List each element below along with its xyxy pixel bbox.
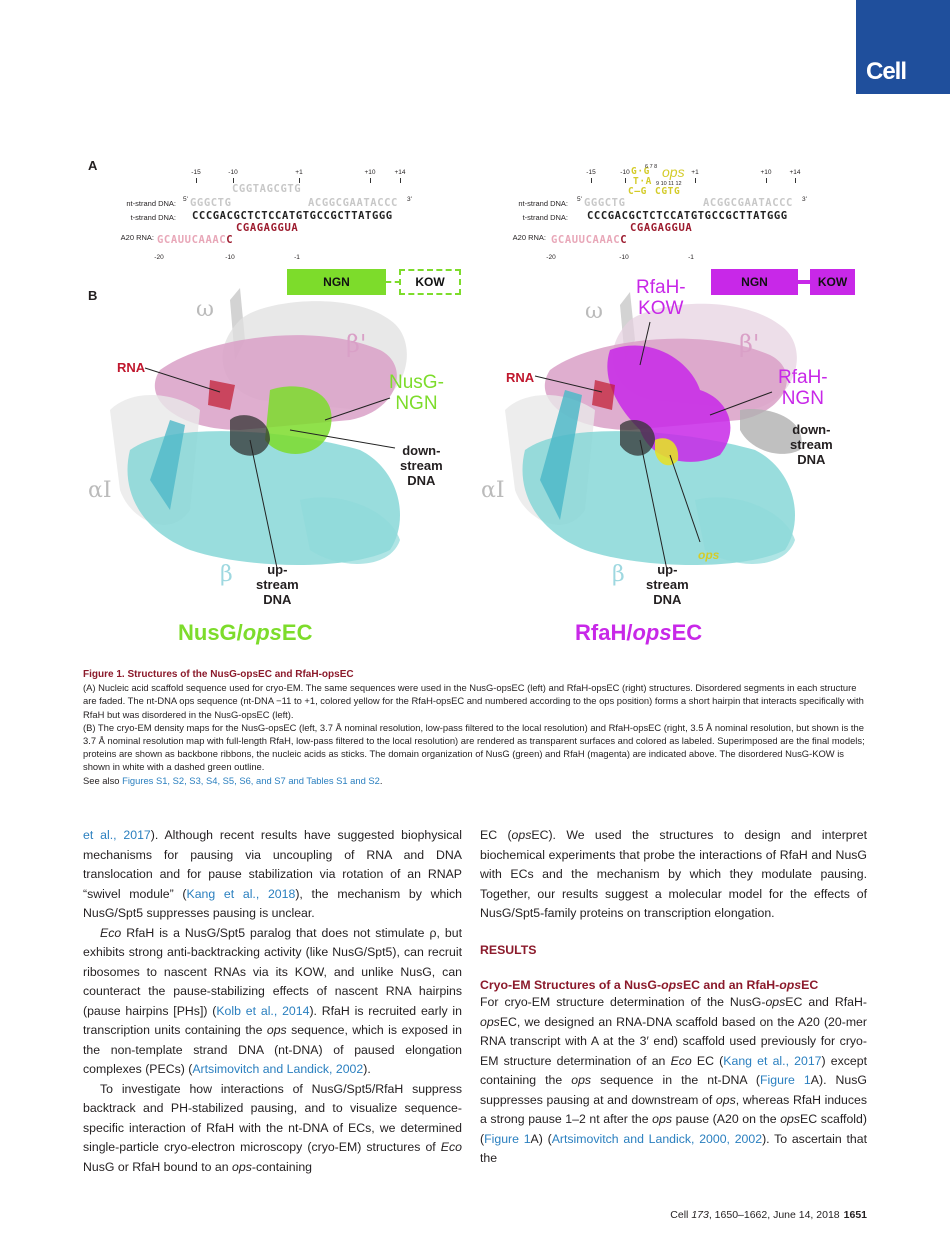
tick-top-left-4: +10 xyxy=(364,169,376,176)
journal-name: Cell xyxy=(866,58,907,85)
rna-density xyxy=(592,380,615,410)
tick-top-right-2: -10 xyxy=(620,169,630,176)
tick-bottom-right-2: -10 xyxy=(619,254,629,261)
rna-label: A20 RNA: xyxy=(120,233,154,242)
right-alpha-label: αI xyxy=(481,478,505,503)
right-paragraph-1: EC (opsEC). We used the structures to design and interpret biochemical experiments that probe the interactions of RfaH and NusG with ECs and the mechanism by which they modulate pausing. Together, our results suggest a molecular model for the effects of NusG/Spt5-family proteins on transcription elongation. xyxy=(480,828,867,920)
tick-top-left-5: +14 xyxy=(394,169,406,176)
prime-3: 3' xyxy=(407,196,412,203)
ref-link[interactable]: Artsimovitch and Landick, 2000, 2002 xyxy=(551,1131,763,1146)
tickbar xyxy=(196,178,197,183)
left-structure-title: NusG/opsEC xyxy=(178,620,313,645)
nt-right-seq-right: ACGGCGAATACCC xyxy=(703,197,793,209)
rna-c-right: C xyxy=(620,234,628,246)
nt-strand-label: nt-strand DNA: xyxy=(126,199,176,208)
right-omega-label: ω xyxy=(585,299,603,324)
tick-bottom-left-2: -10 xyxy=(225,254,235,261)
left-upstream-label: up- stream DNA xyxy=(256,562,299,607)
hairpin-top: G·G xyxy=(631,166,650,177)
tick-bottom-left-3: -1 xyxy=(294,254,300,261)
right-ngn-domain: NGN xyxy=(711,269,798,295)
t-strand-seq: CCCGACGCTCTCCATGTGCCGCTTATGGG xyxy=(192,210,393,222)
tick-bottom-left-1: -20 xyxy=(154,254,164,261)
ref-link[interactable]: Kang et al., 2017 xyxy=(723,1053,822,1068)
panel-a-label: A xyxy=(88,158,98,173)
left-beta-prime-label: β' xyxy=(346,330,367,358)
page-footer: Cell 173, 1650–1662, June 14, 2018 1651 xyxy=(670,1209,867,1221)
right-rfah-kow-label: RfaH- KOW xyxy=(636,277,686,319)
rna-faded-seq: GCAUUCAAAC xyxy=(157,234,227,246)
results-heading: RESULTS xyxy=(480,942,537,957)
right-kow-domain: KOW xyxy=(810,269,855,295)
tickbar xyxy=(625,178,626,183)
caption-panel-a: (A) Nucleic acid scaffold sequence used for cryo-EM. The same sequences were used in the NusG-opsEC (left) and RfaH-opsEC (right) structures. Disordered segments in each structure are faded. The nt-DNA ops sequence (nt-DNA −11 to +1, colored yellow for the RfaH-opsEC and numbered according to the ops position) forms a short hairpin that interacts specifically with RfaH but was disordered in the NusG-opsEC (left). xyxy=(83,682,864,720)
ops-label: ops xyxy=(662,164,685,180)
tick-bottom-right-1: -20 xyxy=(546,254,556,261)
right-structure-title: RfaH/opsEC xyxy=(575,620,703,645)
left-beta-label: β xyxy=(220,562,233,587)
left-paragraph-3: To investigate how interactions of NusG/Spt5/RfaH suppress backtrack and PH-stabilized pausing, and to visualize sequence-specific interaction of RfaH with the nt-DNA of ECs, we determined single-particle cryo-electron microscopy (cryo-EM) structures of Eco NusG or RfaH bound to an ops-containing xyxy=(83,1081,462,1174)
t-strand-seq-right: CCCGACGCTCTCCATGTGCCGCTTATGGG xyxy=(587,210,788,222)
page-number: 1651 xyxy=(843,1209,867,1221)
tick-top-right-4: +10 xyxy=(760,169,772,176)
left-omega-label: ω xyxy=(196,297,214,322)
tickbar xyxy=(591,178,592,183)
caption-see-also: See also Figures S1, S2, S3, S4, S5, S6, and S7 and Tables S1 and S2. xyxy=(83,774,383,786)
left-ngn-domain: NGN xyxy=(287,269,386,295)
nt-right-seq: ACGGCGAATACCC xyxy=(308,197,398,209)
left-kow-domain: KOW xyxy=(399,269,461,295)
tick-top-left-1: -15 xyxy=(191,169,201,176)
tickbar xyxy=(370,178,371,183)
right-rna-label: RNA xyxy=(506,370,535,385)
tickbar xyxy=(795,178,796,183)
left-paragraph-1: et al., 2017). Although recent results have suggested biophysical mechanisms for pausing via uncoupling of RNA and DNA translocation and for pause stabilization via rotation of an RNAP “swivel module” (Kang et al., 2018), the mechanism by which NusG/Spt5 suppresses pausing is unclear. xyxy=(83,828,463,920)
hairpin-bottom: C–G xyxy=(628,186,647,197)
tick-top-left-2: -10 xyxy=(228,169,238,176)
hairpin-numbers-bottom: 9 10 11 12 xyxy=(656,181,682,187)
tick-top-right-3: +1 xyxy=(691,169,699,176)
caption-panel-b: (B) The cryo-EM density maps for the NusG-opsEC (left, 3.7 Å nominal resolution, low-pass filtered to the local resolution) and RfaH-opsEC (right, 3.5 Å nominal resolution, but shown is the 3.7 Å nominal resolution map with full-length RfaH, low-pass filtered to the local resolution) are rendered as transparent surfaces and colored as labeled. Superimposed are the final models; proteins are shown as backbone ribbons, the nucleic acids as sticks. The domain organization of NusG (green) and RfaH (magenta) are indicated above. The disordered NusG-KOW is shown in white with a dashed green outline. xyxy=(83,721,865,773)
rna-ordered-seq: CGAGAGGUA xyxy=(236,222,299,234)
ref-link[interactable]: et al., 2017 xyxy=(83,828,151,842)
right-ops-label: ops xyxy=(698,548,720,562)
prime-5-right: 5' xyxy=(577,196,582,203)
rna-ordered-seq-right: CGAGAGGUA xyxy=(630,222,693,234)
nt-left-seq-right: GGGCTG xyxy=(584,197,626,209)
panel-b-label: B xyxy=(88,288,98,303)
right-beta-prime-label: β' xyxy=(739,330,760,358)
supplementary-links[interactable]: Figures S1, S2, S3, S4, S5, S6, and S7 and Tables S1 and S2 xyxy=(122,774,380,786)
figure-link[interactable]: Figure 1 xyxy=(484,1131,531,1146)
tick-top-left-3: +1 xyxy=(295,169,303,176)
right-rfah-ngn-label: RfaH- NGN xyxy=(778,367,828,409)
subsection-heading: Cryo-EM Structures of a NusG-opsEC and an RfaH-opsEC xyxy=(480,978,819,992)
nt-mid-seq: GTG xyxy=(280,183,302,195)
tick-top-right-5: +14 xyxy=(789,169,801,176)
left-nusg-ngn-label: NusG- NGN xyxy=(389,372,444,414)
hairpin-numbers-top: 6 7 8 xyxy=(645,164,658,170)
journal-tab xyxy=(856,0,950,94)
rna-label-right: A20 RNA: xyxy=(512,233,546,242)
prime-3-right: 3' xyxy=(802,196,807,203)
hairpin-tail: CGTG xyxy=(655,186,681,197)
ref-link[interactable]: Artsimovitch and Landick, 2002 xyxy=(192,1062,364,1076)
left-downstream-label: down- stream DNA xyxy=(400,443,443,488)
nt-strand-label-right: nt-strand DNA: xyxy=(518,199,568,208)
figure-caption xyxy=(83,668,868,787)
tickbar xyxy=(695,178,696,183)
right-downstream-label: down- stream DNA xyxy=(790,422,833,467)
nt-left-seq: GGGCTG xyxy=(190,197,232,209)
ref-link[interactable]: Kang et al., 2018 xyxy=(186,886,296,901)
t-strand-label: t-strand DNA: xyxy=(130,213,176,222)
tick-bottom-right-3: -1 xyxy=(688,254,694,261)
body-right-column xyxy=(480,826,867,1169)
caption-title: Figure 1. Structures of the NusG-opsEC and RfaH-opsEC xyxy=(83,669,354,680)
ref-link[interactable]: Kolb et al., 2014 xyxy=(216,1003,310,1018)
tickbar xyxy=(766,178,767,183)
hairpin-mid: T·A xyxy=(633,176,652,187)
prime-5: 5' xyxy=(183,196,188,203)
right-beta-label: β xyxy=(612,562,625,587)
left-rna-label: RNA xyxy=(117,360,146,375)
tick-top-right-1: -15 xyxy=(586,169,596,176)
right-paragraph-2: For cryo-EM structure determination of the NusG-opsEC and RfaH-opsEC, we designed an RNA-DNA scaffold based on the A20 (20-mer RNA transcript with A at the 3′ end) scaffold used previously for cryo-EM structure determination of an Eco EC (Kang et al., 2017) except containing the ops sequence in the nt-DNA (Figure 1A). NusG suppresses pausing at and downstream of ops, whereas RfaH induces a strong pause 1–2 nt after the ops pause (A20 on the opsEC scaffold) (Figure 1A) (Artsimovitch and Landick, 2000, 2002). To ascertain that the xyxy=(480,995,868,1165)
left-paragraph-2: Eco RfaH is a NusG/Spt5 paralog that does not stimulate ρ, but exhibits strong anti-backtracking activity (like NusG/Spt5), can recruit ribosomes to nascent RNAs via its KOW, and unlike NusG, can counteract the pause-stabilizing effects of nascent RNA hairpins (pause hairpins [PHs]) (Kolb et al., 2014). RfaH is recruited early in transcription units containing the ops sequence, which is exposed in the non-template strand DNA (nt-DNA) of paused elongation complexes (PECs) (Artsimovitch and Landick, 2002). xyxy=(83,925,462,1076)
right-upstream-label: up- stream DNA xyxy=(646,562,689,607)
tickbar xyxy=(400,178,401,183)
t-strand-label-right: t-strand DNA: xyxy=(522,213,568,222)
body-left-column xyxy=(83,826,462,1177)
nt-disordered-seq: CGGTAGC xyxy=(232,183,281,195)
rna-faded-seq-right: GCAUUCAAAC xyxy=(551,234,621,246)
figure-link[interactable]: Figure 1 xyxy=(760,1073,811,1087)
left-alpha-label: αI xyxy=(88,478,112,503)
rna-c: C xyxy=(226,234,234,246)
